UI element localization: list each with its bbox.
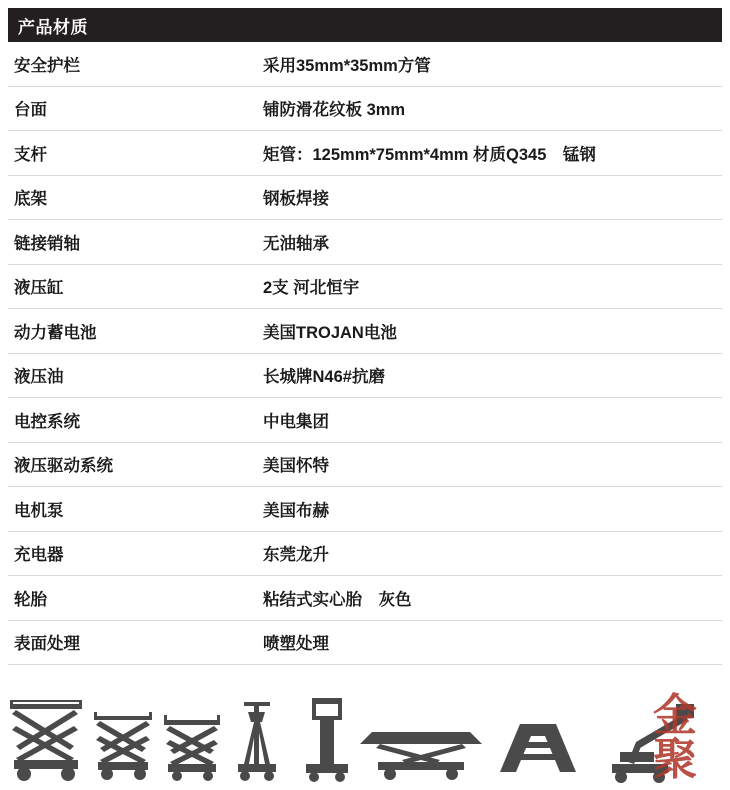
spec-value: 美国怀特 (263, 457, 329, 476)
spec-label: 支杆 (14, 145, 47, 164)
spec-label: 液压缸 (14, 279, 64, 298)
spec-label: 轮胎 (14, 590, 47, 609)
scissor-lift-icon (10, 700, 82, 781)
spec-value: 无油轴承 (263, 234, 329, 253)
spec-value: 采用35mm*35mm方管 (263, 56, 431, 75)
table-row (8, 532, 722, 577)
spec-value: 中电集团 (263, 412, 329, 431)
scissor-lift-small-icon (94, 712, 152, 780)
table-row (8, 443, 722, 488)
tower-lift-icon (306, 698, 348, 782)
spec-label: 充电器 (14, 546, 64, 565)
table-row (8, 621, 722, 666)
page-title: 产品材质 (18, 17, 88, 37)
spec-label: 安全护栏 (14, 56, 80, 75)
watermark-char-2: 聚 (653, 735, 695, 784)
spec-label: 链接销轴 (14, 234, 80, 253)
spec-value: 矩管：125mm*75mm*4mm 材质Q345 锰钢 (263, 145, 596, 164)
company-watermark (626, 691, 722, 786)
table-row (8, 87, 722, 132)
spec-value: 粘结式实心胎 灰色 (263, 590, 412, 609)
spec-label: 表面处理 (14, 635, 80, 654)
spec-label: 电机泵 (14, 501, 64, 520)
spec-label: 液压驱动系统 (14, 457, 113, 476)
spec-value: 美国TROJAN电池 (263, 323, 397, 342)
watermark-char-1: 金 (653, 691, 695, 740)
dock-ramp-icon (500, 724, 576, 772)
spec-value: 长城牌N46#抗磨 (263, 368, 385, 387)
spec-label: 台面 (14, 101, 47, 120)
table-row (8, 42, 722, 87)
table-row (8, 265, 722, 310)
spec-label: 底架 (14, 190, 47, 209)
section-header-bar (8, 8, 722, 42)
spec-label: 电控系统 (14, 412, 80, 431)
table-row (8, 487, 722, 532)
mast-lift-icon (238, 702, 276, 781)
table-row (8, 354, 722, 399)
table-row (8, 131, 722, 176)
table-row (8, 176, 722, 221)
spec-value: 美国布赫 (263, 501, 329, 520)
table-row (8, 398, 722, 443)
spec-value: 喷塑处理 (263, 635, 329, 654)
table-row (8, 309, 722, 354)
spec-value: 2支 河北恒宇 (263, 279, 360, 298)
spec-value: 东莞龙升 (263, 546, 329, 565)
spec-label: 液压油 (14, 368, 64, 387)
footer-product-silhouettes (0, 686, 730, 790)
spec-label: 动力蓄电池 (14, 323, 97, 342)
table-row (8, 220, 722, 265)
spec-value: 钢板焊接 (263, 190, 329, 209)
scissor-platform-icon (164, 715, 220, 781)
low-scissor-lift-icon (360, 732, 482, 780)
silhouette-group (0, 686, 730, 790)
spec-table (8, 42, 722, 665)
table-row (8, 576, 722, 621)
spec-value: 铺防滑花纹板 3mm (263, 101, 406, 120)
